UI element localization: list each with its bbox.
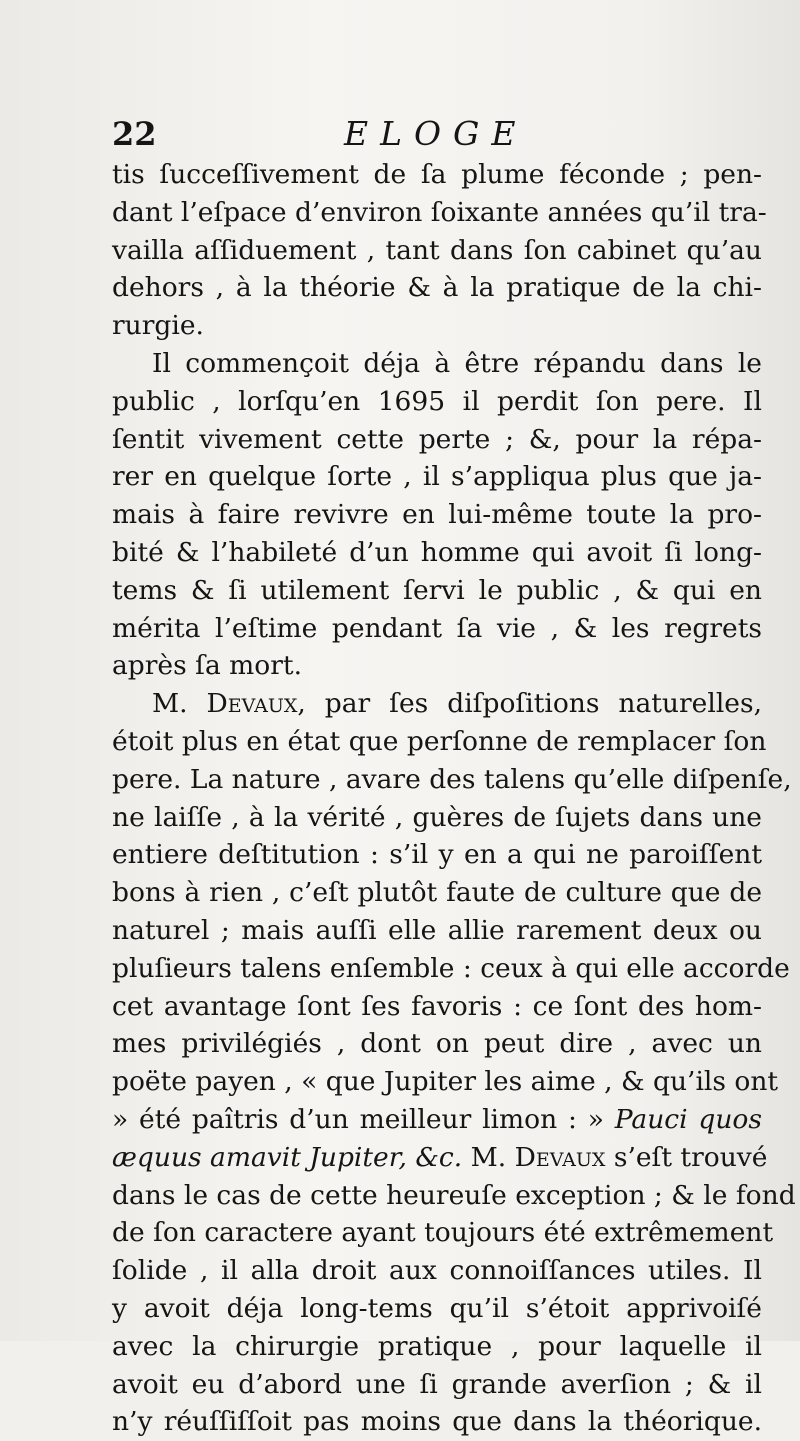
text-line xyxy=(112,1366,762,1404)
text-segment: pere. La nature , avare des talens qu’elle diſpenſe, xyxy=(112,763,792,795)
text-segment: y avoit déja long-tems qu’il s’étoit apprivoiſé xyxy=(112,1292,762,1324)
text-segment: après ſa mort. xyxy=(112,650,302,682)
text-segment: pluſieurs talens enſemble : ceux à qui elle accorde xyxy=(112,952,790,984)
text-segment: mes privilégiés , dont on peut dire , avec un xyxy=(112,1028,762,1060)
text-line xyxy=(112,232,762,270)
text-segment: rer en quelque ſorte , il s’appliqua plus que ja- xyxy=(112,461,762,493)
text-segment: mais à faire revivre en lui-même toute la pro- xyxy=(112,499,762,531)
text-line xyxy=(112,1063,779,1101)
text-line xyxy=(112,723,767,761)
body-text xyxy=(112,156,796,1441)
text-segment: dehors , à la théorie & à la pratique de la chi- xyxy=(112,272,762,304)
text-segment: Il commençoit déja à être répandu dans le xyxy=(152,347,762,379)
text-segment: dans le cas de cette heureuſe exception ; & le fond xyxy=(112,1179,796,1211)
text-segment: bons à rien , c’eſt plutôt faute de culture que de xyxy=(112,877,762,909)
text-segment: poëte payen , « que Jupiter les aime , & qu’ils ont xyxy=(112,1066,779,1098)
text-segment: dant l’eſpace d’environ ſoixante années qu’il tra- xyxy=(112,196,767,228)
text-line xyxy=(112,761,792,799)
text-line xyxy=(112,496,762,534)
text-segment: tis ſucceſſivement de ſa plume féconde ; pen- xyxy=(112,159,762,190)
text-line xyxy=(112,874,762,912)
text-line xyxy=(112,1290,762,1328)
text-line xyxy=(112,1252,762,1290)
text-segment: ſentit vivement cette perte ; &, pour la répa- xyxy=(112,423,762,455)
text-line xyxy=(112,572,762,610)
text-segment: de ſon caractere ayant toujours été extrêmement xyxy=(112,1217,774,1249)
text-line xyxy=(112,534,762,572)
text-line xyxy=(112,345,762,383)
text-line xyxy=(112,1328,762,1366)
text-segment: étoit plus en état que perſonne de remplacer ſon xyxy=(112,725,767,757)
text-line xyxy=(112,1214,774,1252)
text-segment: n’y réuſſiſſoit pas moins que dans la théorique. xyxy=(112,1406,762,1438)
text-line xyxy=(112,307,762,345)
text-segment: tems & ſi utilement ſervi le public , & qui en xyxy=(112,574,762,606)
text-segment: naturel ; mais auſſi elle allie rarement deux ou xyxy=(112,914,762,946)
text-line xyxy=(112,647,762,685)
text-segment: cet avantage ſont ſes favoris : ce ſont des hom- xyxy=(112,990,762,1022)
text-line xyxy=(112,1101,762,1139)
text-segment: public , lorſqu’en 1695 il perdit ſon pere. Il xyxy=(112,385,762,417)
text-segment: , par ſes diſpoſitions naturelles, xyxy=(297,688,763,720)
text-segment: vailla aſſiduement , tant dans ſon cabinet qu’au xyxy=(112,234,762,266)
text-segment: M. xyxy=(462,1141,515,1173)
text-line xyxy=(112,458,762,496)
text-line xyxy=(112,269,762,307)
text-line xyxy=(112,799,762,837)
text-line xyxy=(112,156,762,194)
text-line xyxy=(112,383,762,421)
text-line xyxy=(112,988,762,1026)
text-line xyxy=(112,1139,768,1177)
text-line xyxy=(112,685,762,723)
text-segment: s’eſt trouvé xyxy=(605,1141,768,1173)
italic-text: Pauci quos xyxy=(614,1103,762,1135)
text-line xyxy=(112,1025,762,1063)
text-line xyxy=(112,421,762,459)
page-number: 22 xyxy=(112,115,157,153)
text-segment: » été paîtris d’un meilleur limon : » xyxy=(112,1103,615,1135)
italic-text: æquus amavit Jupiter, &c. xyxy=(112,1141,463,1173)
text-line xyxy=(112,194,767,232)
text-segment: bité & l’habileté d’un homme qui avoit ſi long- xyxy=(112,536,762,568)
text-segment: avec la chirurgie pratique , pour laquelle il xyxy=(112,1330,762,1362)
small-caps-name: Devaux xyxy=(514,1141,606,1173)
text-line xyxy=(112,1403,762,1441)
text-line xyxy=(112,912,762,950)
text-segment: entiere deſtitution : s’il y en a qui ne paroiſſent xyxy=(112,839,762,871)
text-line xyxy=(112,1177,796,1215)
text-segment: ne laiſſe , à la vérité , guères de ſujets dans une xyxy=(112,801,762,833)
text-line xyxy=(112,610,762,648)
small-caps-name: Devaux xyxy=(206,688,298,720)
page-header xyxy=(112,110,752,158)
text-segment: mérita l’eſtime pendant ſa vie , & les regrets xyxy=(112,612,762,644)
running-title: ELOGE xyxy=(344,114,528,153)
text-segment: ſolide , il alla droit aux connoiſſances utiles. Il xyxy=(112,1255,762,1287)
text-line xyxy=(112,836,762,874)
text-line xyxy=(112,950,790,988)
text-segment: rurgie. xyxy=(112,310,204,342)
text-segment: M. xyxy=(152,688,207,720)
text-segment: avoit eu d’abord une ſi grande averſion ; & il xyxy=(112,1368,762,1400)
